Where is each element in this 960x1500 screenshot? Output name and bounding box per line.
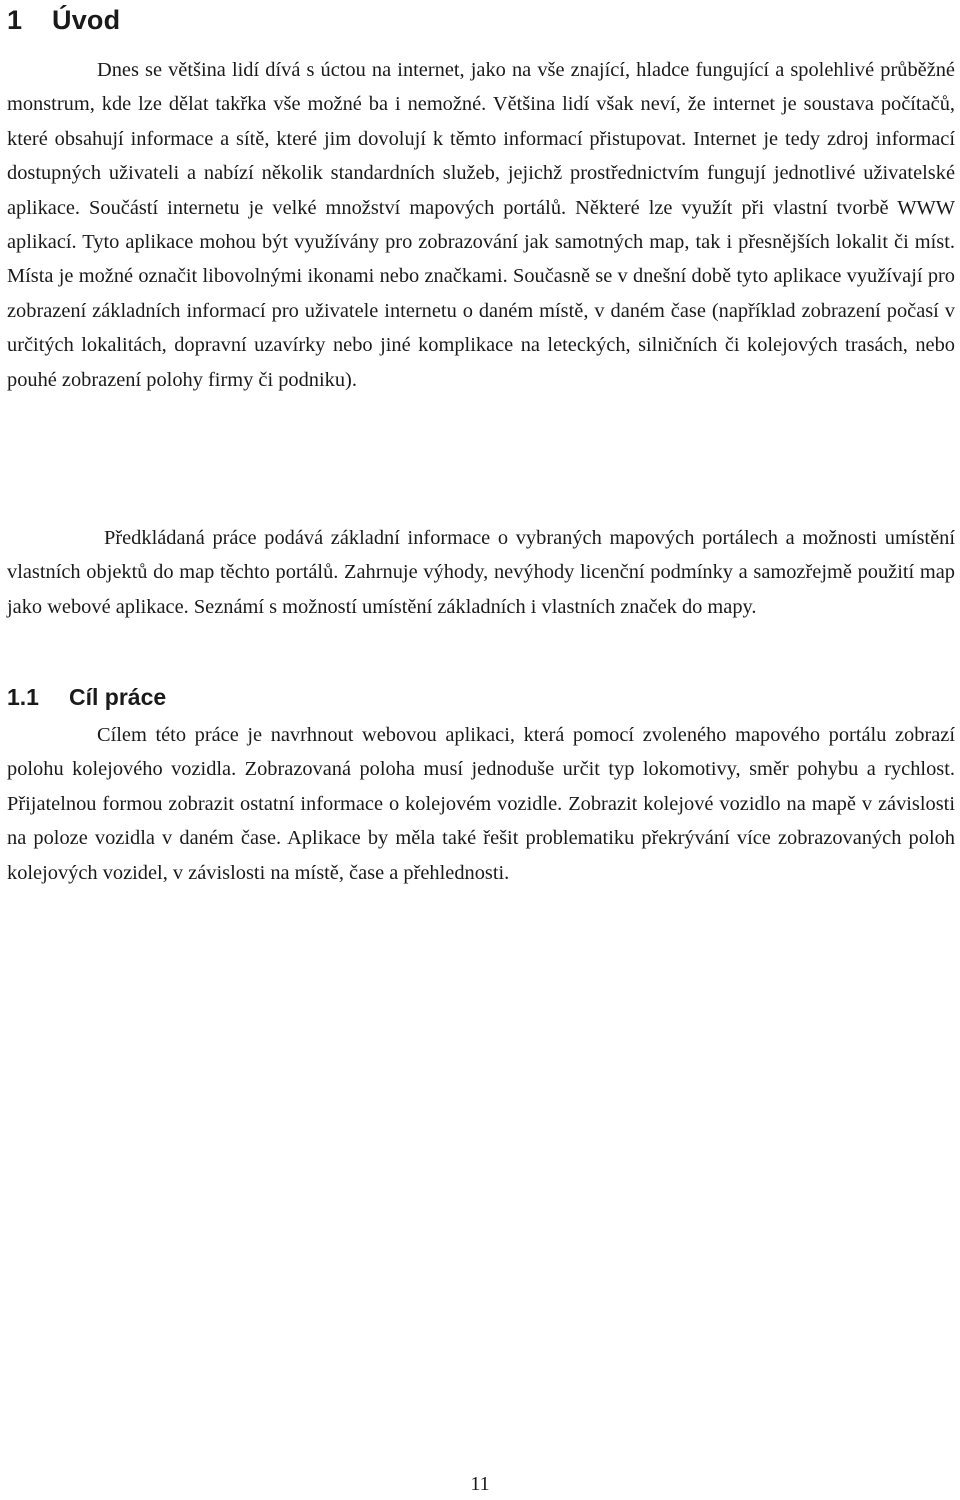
page-number: 11 [470, 1473, 490, 1495]
section-title: Cíl práce [69, 684, 167, 710]
chapter-heading [7, 4, 120, 36]
chapter-title: Úvod [52, 5, 121, 35]
chapter-number: 1 [7, 5, 23, 35]
section-number: 1.1 [7, 684, 39, 710]
section-paragraph-1: Cílem této práce je navrhnout webovou aplikaci, která pomocí zvoleného mapového portálu zobrazí polohu kolejového vozidla. Zobrazovaná poloha musí jednoduše určit typ lokomotivy, směr pohybu a rychlost. Přijatelnou formou zobrazit ostatní informace o kolejovém vozidle. Zobrazit kolejové vozidlo na mapě v závislosti na poloze vozidla v daném čase. Aplikace by měla také řešit problematiku překrývání více zobrazovaných poloh kolejových vozidel, v závislosti na místě, čase a přehlednosti. [7, 724, 955, 884]
intro-paragraph-1: Dnes se většina lidí dívá s úctou na internet, jako na vše znající, hladce fungující a spolehlivé průběžné monstrum, kde lze dělat takřka vše možné ba i nemožné. Většina lidí však neví, že internet je soustava počítačů, které obsahují informace a sítě, které jim dovolují k těmto informací přistupovat. Internet je tedy zdroj informací dostupných uživateli a nabízí několik standardních služeb, jejichž prostřednictvím fungují jednotlivé uživatelské aplikace. Součástí internetu je velké množství mapových portálů. Některé lze využít při vlastní tvorbě WWW aplikací. Tyto aplikace mohou být využívány pro zobrazování jak samotných map, tak i přesnějších lokalit či míst. Místa je možné označit libovolnými ikonami nebo značkami. Současně se v dnešní době tyto aplikace využívají pro zobrazení základních informací pro uživatele internetu o daném místě, v daném čase (například zobrazení počasí v určitých lokalitách, dopravní uzavírky nebo jiné komplikace na leteckých, silničních či kolejových trasách, nebo pouhé zobrazení polohy firmy či podniku). [7, 59, 955, 391]
section-heading [7, 682, 166, 712]
intro-paragraph-2: Předkládaná práce podává základní informace o vybraných mapových portálech a možnosti umístění vlastních objektů do map těchto portálů. Zahrnuje výhody, nevýhody licenční podmínky a samozřejmě použití map jako webové aplikace. Seznámí s možností umístění základních i vlastních značek do mapy. [7, 527, 955, 618]
